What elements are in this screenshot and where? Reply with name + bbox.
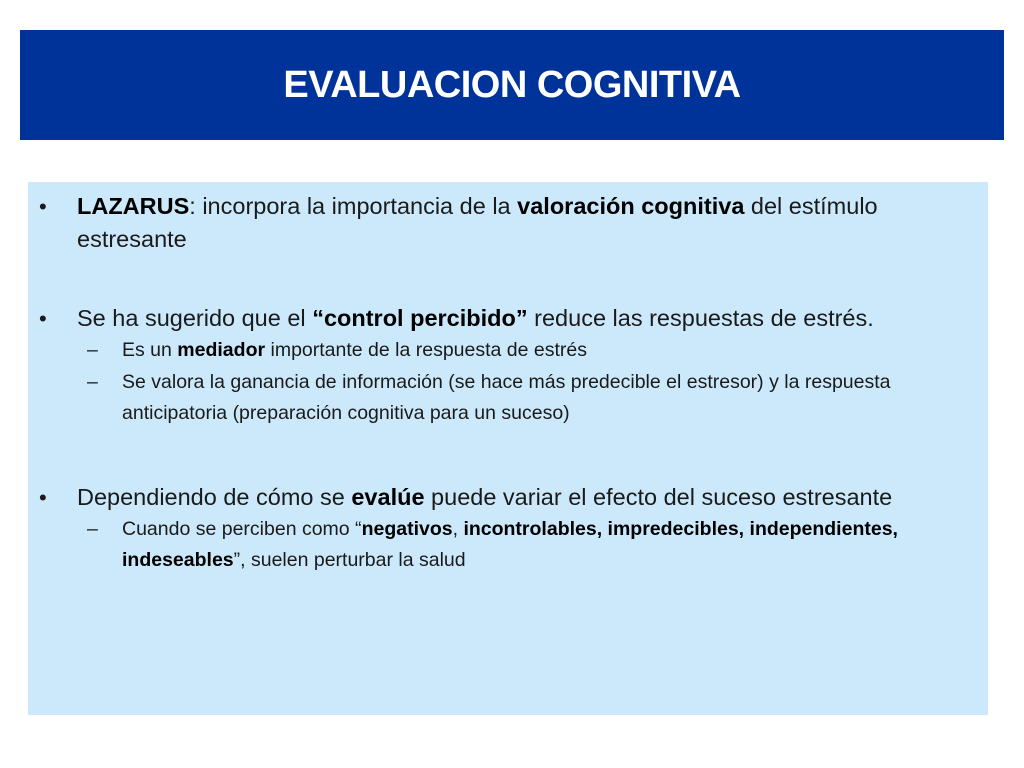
sub-bullet-text: Es un xyxy=(122,339,178,361)
sub-bullet-text: negativos xyxy=(361,518,453,540)
content-box xyxy=(28,182,988,715)
bullet-text: reduce las respuestas de estrés. xyxy=(527,305,874,331)
sub-bullet-text: Cuando se perciben como “ xyxy=(122,518,362,540)
bullet-text: evalúe xyxy=(351,484,425,510)
bullet-icon: • xyxy=(39,485,47,510)
sub-bullet-text: Se valora la ganancia de información (se hace más predecible el estresor) y la respuesta anticipatoria (preparación cognitiva para un suceso) xyxy=(122,371,891,424)
bullet-text: LAZARUS xyxy=(77,193,190,219)
bullet-text: Se ha sugerido que el xyxy=(77,305,313,331)
sub-bullet-text: importante de la respuesta de estrés xyxy=(265,339,588,361)
bullet-list xyxy=(28,190,988,576)
dash-icon: – xyxy=(87,518,98,540)
bullet-text: puede variar el efecto del suceso estresante xyxy=(424,484,893,510)
sub-bullet-text: incontrolables, impredecibles, independientes, indeseables xyxy=(122,518,898,571)
dash-icon: – xyxy=(87,339,98,361)
bullet-item-evalue xyxy=(28,481,988,514)
bullet-text: : incorpora la importancia de la xyxy=(189,193,518,219)
bullet-text: del estímulo estresante xyxy=(77,193,878,252)
bullet-text: valoración cognitiva xyxy=(517,193,745,219)
title-bar xyxy=(20,30,1004,140)
bullet-item-control-percibido xyxy=(28,302,988,335)
bullet-icon: • xyxy=(39,194,47,219)
sub-bullet-item-mediador xyxy=(28,335,988,366)
sub-bullet-text: , xyxy=(452,518,464,540)
bullet-text: “control percibido” xyxy=(312,305,528,331)
dash-icon: – xyxy=(87,371,98,393)
sub-bullet-item-negativos xyxy=(28,514,988,576)
sub-bullet-text: mediador xyxy=(177,339,266,361)
sub-bullet-text: ”, suelen perturbar la salud xyxy=(233,549,466,571)
bullet-item-lazarus xyxy=(28,190,988,256)
bullet-icon: • xyxy=(39,306,47,331)
slide-title: EVALUACION COGNITIVA xyxy=(283,63,741,106)
bullet-text: Dependiendo de cómo se xyxy=(77,484,352,510)
sub-bullet-item-ganancia xyxy=(28,367,988,429)
